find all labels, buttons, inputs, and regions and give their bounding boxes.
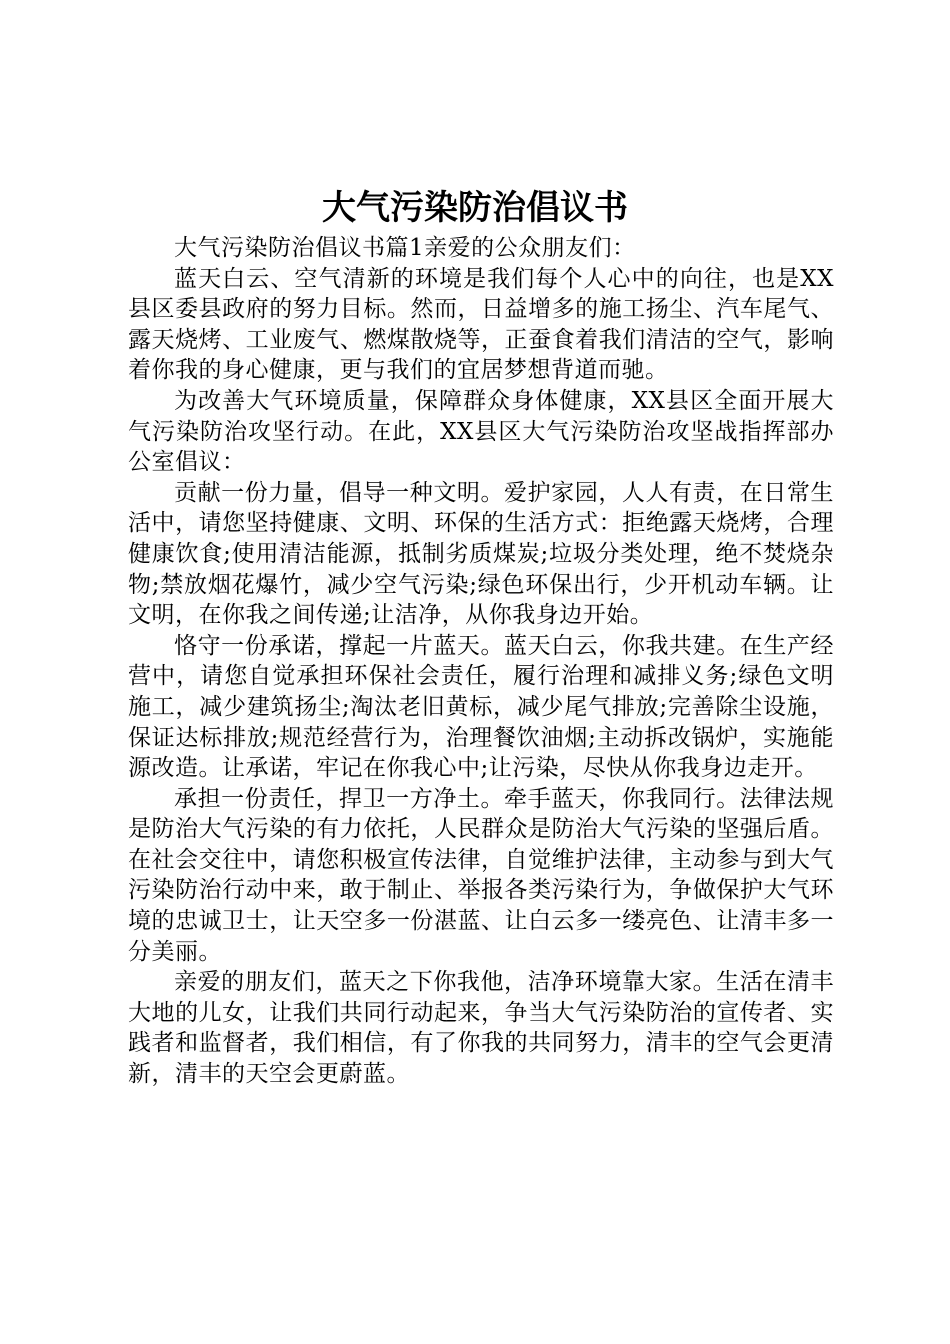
document-title: 大气污染防治倡议书: [322, 188, 628, 228]
document-body: [128, 233, 834, 1090]
paragraph-responsibility: 承担一份责任，捍卫一方净土。牵手蓝天，你我同行。法律法规是防治大气污染的有力依托，人民群众是防治大气污染的坚强后盾。在社会交往中，请您积极宣传法律，自觉维护法律，主动参与到大气污染防治行动中来，敢于制止、举报各类污染行为，争做保护大气环境的忠诚卫士，让天空多一份湛蓝、让白云多一缕亮色、让清丰多一分美丽。: [128, 785, 834, 965]
paragraph-contribute: 贡献一份力量，倡导一种文明。爱护家园，人人有责，在日常生活中，请您坚持健康、文明、环保的生活方式：拒绝露天烧烤，合理健康饮食;使用清洁能源，抵制劣质煤炭;垃圾分类处理，绝不焚烧杂物;禁放烟花爆竹，减少空气污染;绿色环保出行，少开机动车辆。让文明，在你我之间传递;让洁净，从你我身边开始。: [128, 479, 834, 629]
paragraph-intro: 蓝天白云、空气清新的环境是我们每个人心中的向往，也是XX县区委县政府的努力目标。然而，日益增多的施工扬尘、汽车尾气、露天烧烤、工业废气、燃煤散烧等，正蚕食着我们清洁的空气，影响着你我的身心健康，更与我们的宜居梦想背道而驰。: [128, 265, 834, 384]
paragraph-initiative: 为改善大气环境质量，保障群众身体健康，XX县区全面开展大气污染防治攻坚行动。在此，XX县区大气污染防治攻坚战指挥部办公室倡议：: [128, 387, 834, 476]
paragraph-greeting: 大气污染防治倡议书篇1亲爱的公众朋友们：: [174, 235, 636, 261]
paragraph-promise: 恪守一份承诺，撑起一片蓝天。蓝天白云，你我共建。在生产经营中，请您自觉承担环保社会责任，履行治理和减排义务;绿色文明施工，减少建筑扬尘;淘汰老旧黄标，减少尾气排放;完善除尘设施，保证达标排放;规范经营行为，治理餐饮油烟;主动拆改锅炉，实施能源改造。让承诺，牢记在你我心中;让污染，尽快从你我身边走开。: [128, 632, 834, 782]
paragraph-closing: 亲爱的朋友们，蓝天之下你我他，洁净环境靠大家。生活在清丰大地的儿女，让我们共同行动起来，争当大气污染防治的宣传者、实践者和监督者，我们相信，有了你我的共同努力，清丰的空气会更清新，清丰的天空会更蔚蓝。: [128, 969, 834, 1088]
